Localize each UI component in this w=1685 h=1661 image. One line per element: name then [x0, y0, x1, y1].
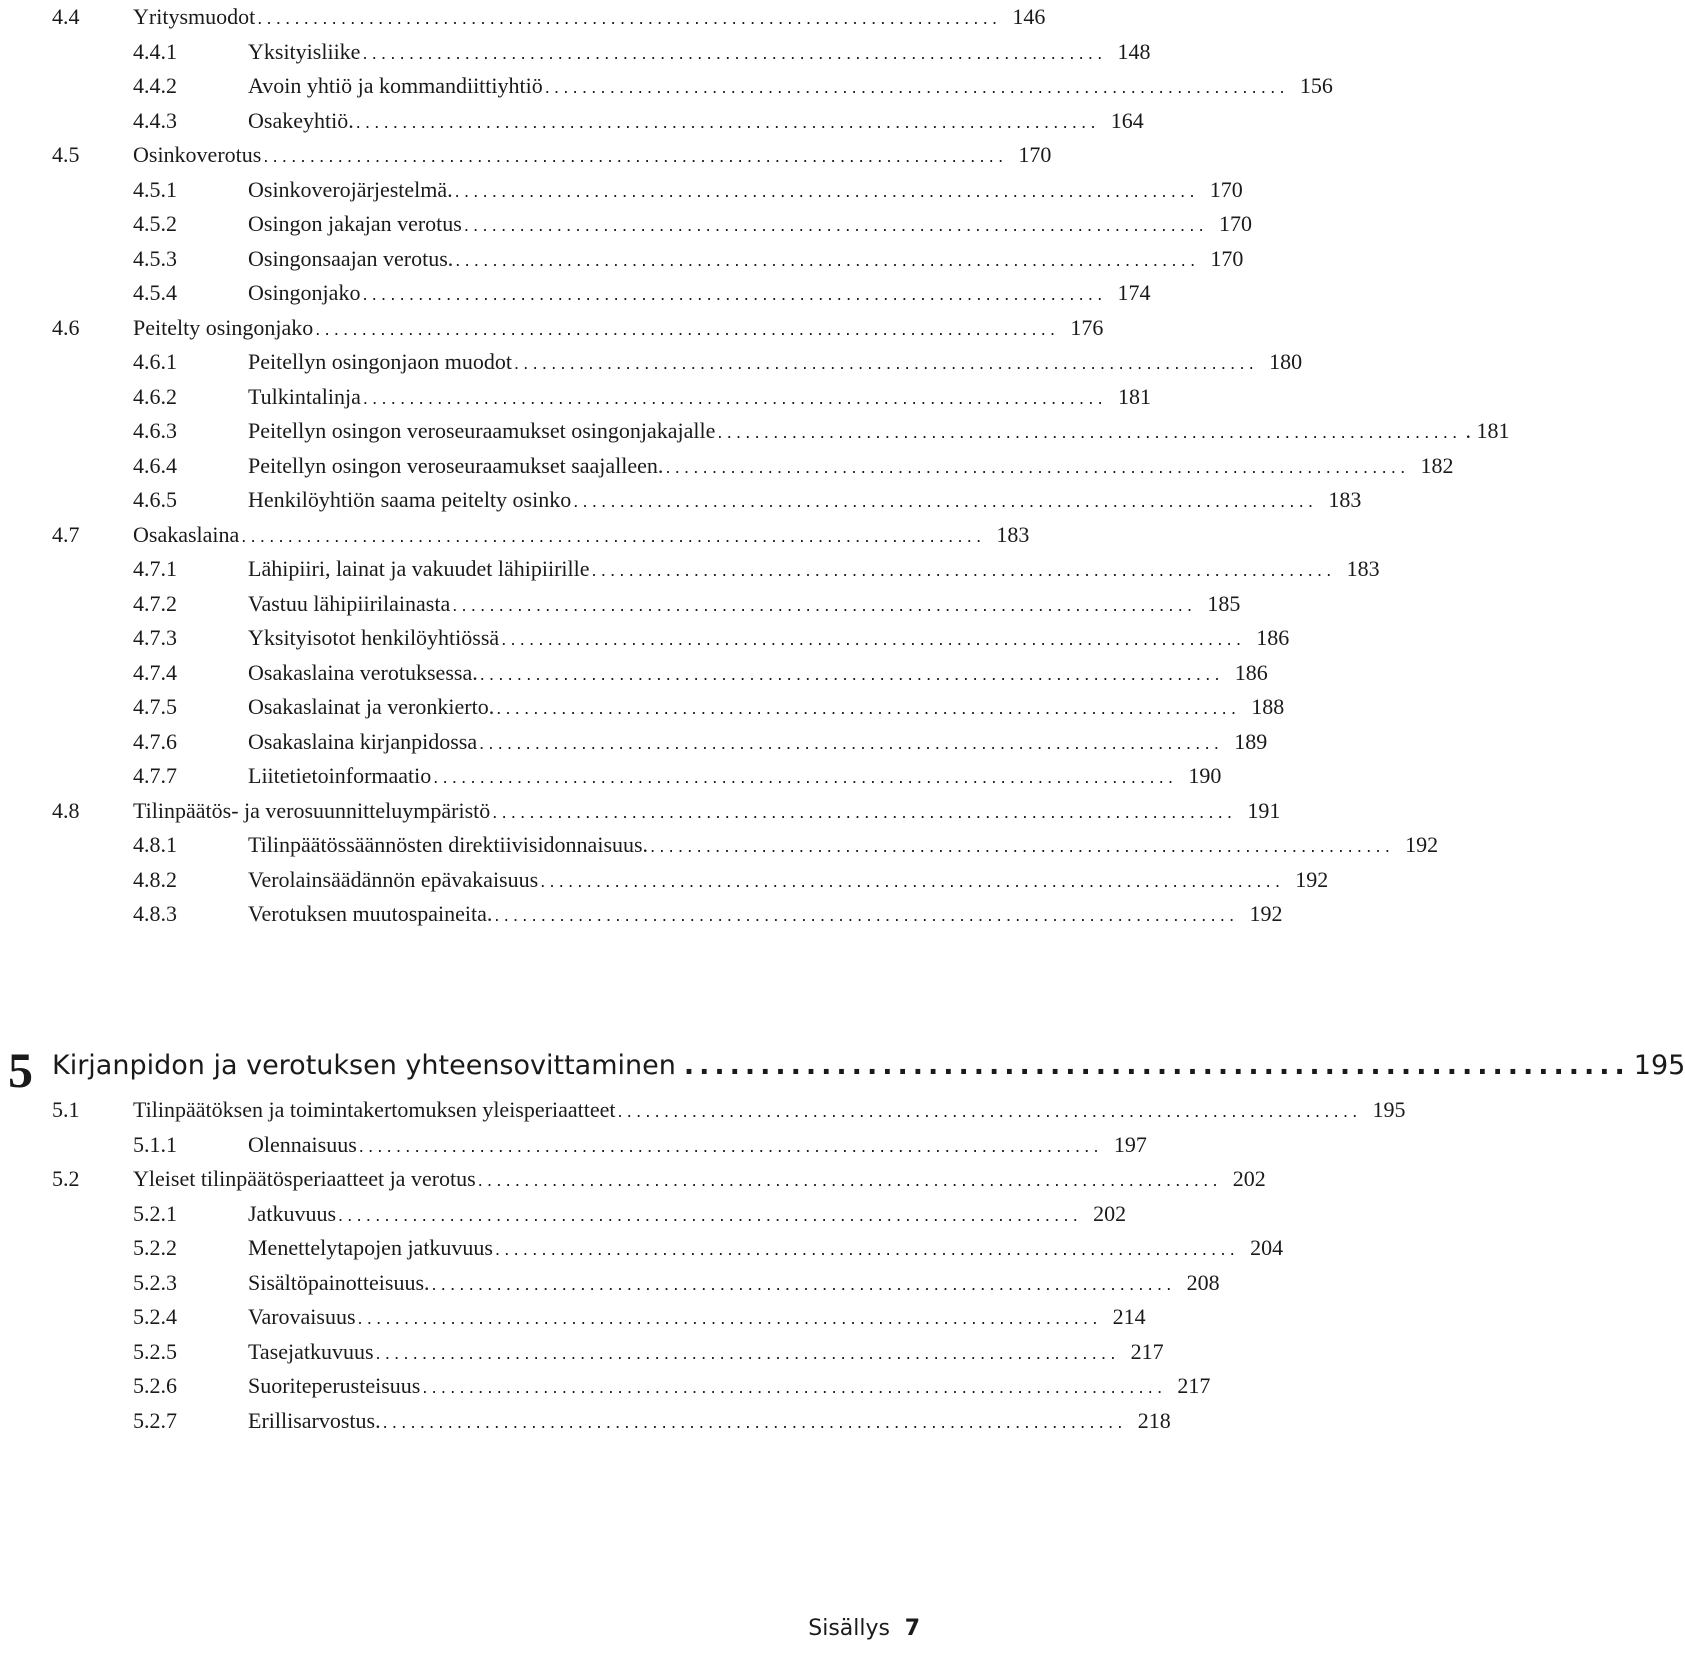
dot-leader: ................................................................................ — [455, 249, 1200, 270]
toc-entry-title: Osakaslaina verotuksessa. — [248, 659, 478, 685]
toc-entry-number: 4.8.1 — [133, 832, 177, 857]
toc-entry-number: 4.5.2 — [133, 211, 177, 236]
toc-entry-number: 4.7 — [52, 521, 80, 547]
chapter-line — [52, 1046, 1685, 1086]
toc-entry-line — [248, 1369, 1211, 1404]
dot-leader: ................................................................................ — [650, 836, 1395, 856]
toc-entry — [0, 1093, 1406, 1127]
toc-entry — [0, 1231, 1284, 1265]
dot-leader: ................................................................................ — [495, 1239, 1240, 1259]
toc-entry-number: 4.7.3 — [133, 625, 177, 650]
toc-entry-title: Erillisarvostus. — [248, 1407, 381, 1433]
dot-leader: ................................................................................ — [492, 801, 1237, 822]
toc-entry — [0, 242, 1244, 276]
toc-entry-line — [248, 552, 1380, 587]
toc-entry — [0, 518, 1030, 552]
toc-entry-title: Peitellyn osingon veroseuraamukset saajalleen. — [248, 452, 664, 478]
toc-entry-page-number: 202 — [1093, 1200, 1127, 1226]
toc-entry — [0, 828, 1439, 862]
toc-entry-line — [248, 35, 1151, 70]
dot-leader: ................................................................................ — [362, 284, 1107, 304]
toc-entry-number: 4.6.4 — [133, 452, 177, 478]
toc-entry — [0, 1266, 1220, 1300]
toc-entry — [0, 104, 1144, 138]
dot-leader: ................................................................................ — [496, 698, 1241, 718]
toc-entry-number: 4.4.2 — [133, 73, 177, 98]
toc-entry-number: 4.8 — [52, 797, 80, 823]
dot-leader: ................................................................................ — [665, 456, 1410, 477]
toc-entry — [0, 552, 1380, 586]
toc-entry-number: 4.5.3 — [133, 245, 177, 271]
dot-leader: ................................................................................ — [355, 111, 1100, 132]
dot-leader: ................................................................................ — [375, 1342, 1120, 1363]
toc-entry-line — [133, 138, 1052, 173]
toc-entry-line — [248, 276, 1151, 311]
toc-entry — [0, 794, 1281, 828]
toc-entry-title: Yritysmuodot — [133, 4, 256, 29]
toc-entry-line — [248, 1335, 1164, 1370]
toc-entry-page-number: 186 — [1234, 659, 1268, 685]
toc-entry — [0, 759, 1222, 793]
toc-entry-title: Jatkuvuus — [248, 1200, 336, 1226]
dot-leader: ................................................................................ — [257, 8, 1002, 28]
toc-entry-title: Verotuksen muutospaineita. — [248, 901, 493, 926]
toc-entry-title: Osakaslainat ja veronkierto. — [248, 694, 495, 719]
toc-entry-title: Yleiset tilinpäätösperiaatteet ja verotus — [133, 1166, 476, 1191]
dot-leader: ................................................................................ — [263, 146, 1008, 166]
toc-entry-title: Tilinpäätös- ja verosuunnitteluympäristö — [133, 797, 491, 823]
dot-leader: ................................................................................ — [241, 525, 986, 546]
toc-entry-number: 5.2 — [52, 1166, 80, 1191]
dot-leader: ................................................................................ — [540, 870, 1285, 891]
toc-entry-line — [248, 690, 1285, 725]
toc-entry-title: Olennaisuus — [248, 1131, 357, 1157]
toc-entry-line — [133, 794, 1281, 829]
toc-entry-page-number: 185 — [1207, 590, 1241, 616]
toc-entry-number: 4.7.5 — [133, 694, 177, 719]
toc-entry-title: Yksityisotot henkilöyhtiössä — [248, 625, 500, 650]
dot-leader: ................................................................................ — [544, 77, 1289, 97]
toc-entry-title: Osinkoverotus — [133, 142, 262, 167]
chapter-number: 5 — [8, 1042, 33, 1098]
toc-entry-title: Tilinpäätöksen ja toimintakertomuksen yleisperiaatteet — [133, 1097, 616, 1122]
toc-entry-number: 4.6.3 — [133, 418, 177, 443]
toc-entry-page-number: 148 — [1117, 38, 1151, 64]
toc-entry-title: Osinkoverojärjestelmä. — [248, 176, 453, 202]
toc-entry-title: Peitellyn osingon veroseuraamukset osingonjakajalle — [248, 418, 716, 443]
toc-entry-number: 4.7.7 — [133, 763, 177, 788]
toc-entry-line — [133, 518, 1030, 553]
toc-entry-page-number: 217 — [1130, 1338, 1164, 1364]
toc-entry-number: 4.6.2 — [133, 383, 177, 409]
toc-entry-page-number: 190 — [1188, 763, 1222, 788]
toc-entry-line — [248, 207, 1252, 242]
toc-entry-number: 5.2.1 — [133, 1200, 177, 1226]
toc-entry-page-number: 192 — [1249, 901, 1283, 926]
toc-entry-line — [248, 1300, 1146, 1335]
toc-entry-page-number: 204 — [1250, 1235, 1284, 1260]
toc-entry-title: Sisältöpainotteisuus. — [248, 1269, 430, 1295]
dot-leader: ................................................................................ — [357, 1308, 1102, 1328]
toc-entry-number: 5.2.2 — [133, 1235, 177, 1260]
toc-entry-page-number: 176 — [1070, 314, 1104, 340]
toc-entry-page-number: 174 — [1117, 280, 1151, 305]
dot-leader: .............................................................. — [683, 1050, 1630, 1081]
toc-entry — [0, 897, 1283, 931]
chapter-heading — [0, 1036, 1685, 1098]
toc-entry-title: Tilinpäätössäännösten direktiivisidonnaisuus. — [248, 832, 649, 857]
dot-leader: ................................................................................ — [463, 215, 1208, 235]
toc-entry-title: Verolainsäädännön epävakaisuus — [248, 866, 539, 892]
dot-leader: ................................................................................ — [422, 1377, 1167, 1397]
toc-entry-number: 4.7.4 — [133, 659, 177, 685]
toc-entry — [0, 138, 1052, 172]
dot-leader: ................................................................................ — [362, 42, 1107, 63]
toc-entry-number: 4.5 — [52, 142, 80, 167]
toc-entry-number: 5.2.4 — [133, 1304, 177, 1329]
toc-entry-page-number: 202 — [1232, 1166, 1266, 1191]
toc-entry — [0, 414, 1510, 448]
toc-entry-page-number: . 181 — [1465, 418, 1510, 443]
toc-entry-page-number: 164 — [1110, 107, 1144, 133]
toc-entry-page-number: 146 — [1012, 4, 1046, 29]
toc-entry-number: 4.5.4 — [133, 280, 177, 305]
toc-entry — [0, 173, 1243, 207]
dot-leader: ................................................................................ — [431, 1273, 1176, 1294]
toc-entry-number: 5.2.3 — [133, 1269, 177, 1295]
toc-entry-line — [248, 621, 1290, 656]
toc-entry — [0, 0, 1046, 34]
toc-entry-title: Varovaisuus — [248, 1304, 356, 1329]
toc-entry-number: 4.8.2 — [133, 866, 177, 892]
toc-entry-title: Tulkintalinja — [248, 383, 361, 409]
toc-entry — [0, 207, 1252, 241]
chapter-title: Kirjanpidon ja verotuksen yhteensovittaminen — [52, 1050, 676, 1081]
dot-leader: ................................................................................ — [573, 491, 1318, 511]
dot-leader: ................................................................................ — [433, 767, 1178, 787]
toc-entry — [0, 725, 1268, 759]
toc-entry-number: 5.2.7 — [133, 1407, 177, 1433]
toc-entry — [0, 656, 1268, 690]
toc-entry — [0, 35, 1151, 69]
toc-entry-title: Suoriteperusteisuus — [248, 1373, 421, 1398]
toc-entry-page-number: 218 — [1137, 1407, 1171, 1433]
toc-entry — [0, 483, 1362, 517]
dot-leader: ................................................................................ — [514, 353, 1259, 373]
dot-leader: ................................................................................ — [717, 422, 1462, 442]
toc-entry-page-number: 214 — [1112, 1304, 1146, 1329]
toc-entry-line — [133, 0, 1046, 35]
toc-entry-page-number: 192 — [1295, 866, 1329, 892]
toc-entry-title: Osingonsaajan verotus. — [248, 245, 454, 271]
page-footer — [0, 1610, 960, 1650]
dot-leader: ................................................................................ — [494, 905, 1239, 925]
dot-leader: ................................................................................ — [501, 629, 1246, 649]
toc-entry-number: 4.7.2 — [133, 590, 177, 616]
toc-entry-line — [248, 414, 1510, 449]
toc-entry-title: Peitellyn osingonjaon muodot — [248, 349, 512, 374]
toc-entry — [0, 587, 1241, 621]
toc-entry-title: Vastuu lähipiirilainasta — [248, 590, 451, 616]
toc-entry-line — [248, 449, 1454, 484]
toc-entry-line — [248, 345, 1303, 380]
toc-entry — [0, 1162, 1266, 1196]
toc-entry — [0, 380, 1151, 414]
toc-entry-number: 5.1.1 — [133, 1131, 177, 1157]
dot-leader: ................................................................................ — [479, 732, 1224, 753]
dot-leader: ................................................................................ — [315, 318, 1060, 339]
toc-entry-line — [248, 725, 1268, 760]
toc-entry-line — [248, 242, 1244, 277]
toc-entry-number: 4.6.1 — [133, 349, 177, 374]
footer-page-number: 7 — [904, 1616, 920, 1641]
toc-entry-line — [133, 1162, 1266, 1197]
toc-entry-page-number: 191 — [1247, 797, 1281, 823]
footer-label: Sisällys — [808, 1616, 890, 1641]
toc-entry-page-number: 170 — [1018, 142, 1052, 167]
toc-entry — [0, 345, 1303, 379]
toc-entry — [0, 1197, 1127, 1231]
toc-entry-line — [248, 587, 1241, 622]
toc-entry-title: Osakaslaina kirjanpidossa — [248, 728, 478, 754]
toc-entry-page-number: 195 — [1372, 1097, 1406, 1122]
toc-entry-title: Osingonjako — [248, 280, 361, 305]
toc-entry — [0, 1128, 1147, 1162]
toc-entry-line — [248, 483, 1362, 518]
toc-entry-line — [248, 1266, 1220, 1301]
toc-entry-title: Lähipiiri, lainat ja vakuudet lähipiirille — [248, 556, 590, 581]
toc-entry — [0, 1335, 1164, 1369]
toc-entry-line — [248, 1197, 1127, 1232]
toc-entry — [0, 863, 1329, 897]
toc-entry-page-number: 183 — [996, 521, 1030, 547]
dot-leader: ................................................................................ — [382, 1411, 1127, 1432]
chapter-page-number: 195 — [1633, 1050, 1685, 1081]
dot-leader: ................................................................................ — [477, 1170, 1222, 1190]
toc-entry-number: 5.2.6 — [133, 1373, 177, 1398]
toc-entry-number: 5.2.5 — [133, 1338, 177, 1364]
toc-entry-line — [248, 1128, 1147, 1163]
toc-entry-page-number: 217 — [1177, 1373, 1211, 1398]
toc-entry-line — [248, 656, 1268, 691]
toc-entry-number: 4.4 — [52, 4, 80, 29]
toc-entry-title: Tasejatkuvuus — [248, 1338, 374, 1364]
toc-entry-line — [248, 1404, 1171, 1439]
toc-entry-page-number: 197 — [1113, 1131, 1147, 1157]
toc-entry — [0, 621, 1290, 655]
toc-entry — [0, 449, 1454, 483]
toc-entry-line — [248, 897, 1283, 932]
dot-leader: ................................................................................ — [452, 594, 1197, 615]
toc-entry-line — [248, 104, 1144, 139]
toc-entry-line — [133, 311, 1104, 346]
toc-entry-page-number: 208 — [1186, 1269, 1220, 1295]
dot-leader: ................................................................................ — [454, 180, 1199, 201]
toc-entry-number: 4.6 — [52, 314, 80, 340]
toc-entry-number: 4.7.6 — [133, 728, 177, 754]
toc-entry-page-number: 186 — [1256, 625, 1290, 650]
toc-entry-page-number: 180 — [1269, 349, 1303, 374]
toc-entry-title: Osakeyhtiö. — [248, 107, 354, 133]
toc-entry-number: 4.4.3 — [133, 107, 177, 133]
toc-entry-number: 4.8.3 — [133, 901, 177, 926]
toc-entry-line — [248, 69, 1333, 104]
toc-entry-page-number: 170 — [1218, 211, 1252, 236]
toc-entry-page-number: 183 — [1328, 487, 1362, 512]
toc-entry — [0, 69, 1333, 103]
toc-entry-title: Menettelytapojen jatkuvuus — [248, 1235, 493, 1260]
toc-entry-number: 4.7.1 — [133, 556, 177, 581]
dot-leader: ................................................................................ — [338, 1204, 1083, 1225]
toc-entry-line — [248, 173, 1243, 208]
toc-entry-page-number: 156 — [1299, 73, 1333, 98]
dot-leader: ................................................................................ — [479, 663, 1224, 684]
dot-leader: ................................................................................ — [591, 560, 1336, 580]
toc-entry-page-number: 181 — [1117, 383, 1151, 409]
toc-entry-title: Osakaslaina — [133, 521, 240, 547]
toc-entry-title: Yksityisliike — [248, 38, 361, 64]
toc-entry-page-number: 182 — [1420, 452, 1454, 478]
toc-entry — [0, 1300, 1146, 1334]
toc-entry-title: Henkilöyhtiön saama peitelty osinko — [248, 487, 572, 512]
toc-entry — [0, 1404, 1171, 1438]
dot-leader: ................................................................................ — [362, 387, 1107, 408]
toc-entry-page-number: 170 — [1210, 245, 1244, 271]
toc-entry — [0, 311, 1104, 345]
toc-entry-title: Osingon jakajan verotus — [248, 211, 462, 236]
toc-entry — [0, 1369, 1211, 1403]
toc-entry-line — [248, 863, 1329, 898]
toc-entry — [0, 276, 1151, 310]
toc-entry-title: Avoin yhtiö ja kommandiittiyhtiö — [248, 73, 543, 98]
toc-entry-page-number: 183 — [1346, 556, 1380, 581]
toc-entry-page-number: 170 — [1209, 176, 1243, 202]
toc-entry-page-number: 188 — [1251, 694, 1285, 719]
toc-entry-line — [133, 1093, 1406, 1128]
toc-entry-line — [248, 1231, 1284, 1266]
toc-entry-number: 4.6.5 — [133, 487, 177, 512]
toc-entry-line — [248, 759, 1222, 794]
toc-entry-page-number: 192 — [1405, 832, 1439, 857]
toc-entry-number: 4.5.1 — [133, 176, 177, 202]
toc-entry — [0, 690, 1285, 724]
toc-entry-title: Liitetietoinformaatio — [248, 763, 432, 788]
dot-leader: ................................................................................ — [358, 1135, 1103, 1156]
toc-entry-line — [248, 380, 1151, 415]
toc-entry-number: 4.4.1 — [133, 38, 177, 64]
toc-entry-number: 5.1 — [52, 1097, 80, 1122]
toc-entry-line — [248, 828, 1439, 863]
toc-entry-page-number: 189 — [1234, 728, 1268, 754]
toc-entry-title: Peitelty osingonjako — [133, 314, 314, 340]
dot-leader: ................................................................................ — [617, 1101, 1362, 1121]
